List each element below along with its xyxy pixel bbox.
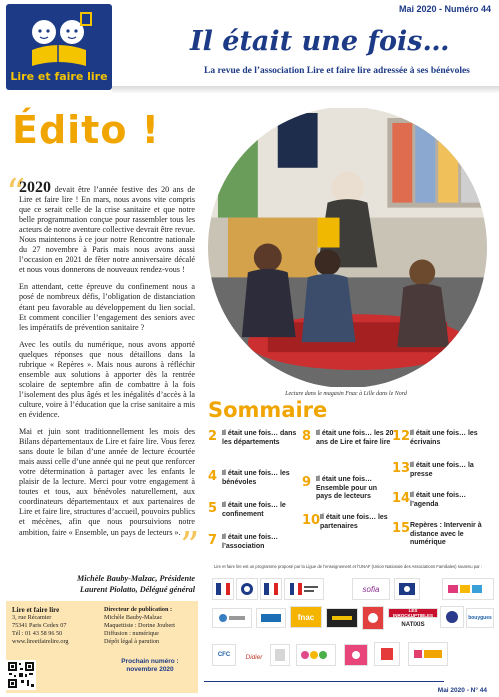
toc-page-number: 12: [392, 429, 411, 444]
sommaire-title: Sommaire: [208, 398, 328, 422]
toc-page-number: 2: [208, 429, 218, 444]
reading-scene-illustration: [208, 107, 487, 388]
toc-item[interactable]: [208, 470, 300, 487]
footer-issue-label: Mai 2020 - N° 44: [437, 687, 487, 694]
toc-page-number: 7: [208, 533, 218, 548]
next-issue-date: novembre 2020: [126, 666, 174, 673]
table-of-contents: [208, 430, 492, 562]
toc-label: Il était une fois… la presse: [410, 462, 474, 478]
next-issue: [104, 658, 196, 674]
toc-label: Il était une fois… Ensemble pour un pays de lecteurs: [316, 476, 378, 500]
logo-text: Lire et faire lire: [10, 70, 108, 83]
association-contact: [12, 606, 92, 646]
partner-logo: [344, 644, 368, 666]
inrockuptibles-logo: LES INROCKUPTIBLES: [388, 608, 438, 618]
qr-code-icon[interactable]: [6, 660, 36, 690]
footer-rule: [204, 681, 444, 682]
toc-label: Il était une fois… le confinement: [222, 502, 286, 518]
bouygues-logo: bouygues: [466, 608, 494, 628]
toc-item[interactable]: [208, 502, 300, 519]
page-header: [0, 0, 499, 92]
signature-delegate: Laurent Piolatto, Délégué général: [79, 585, 195, 594]
edito-paragraph: Mai et juin sont traditionnellement les mois des Bilans départementaux de Lire et faire lire. Vous ferez sans doute le bilan d’une année de lecture écourtée mais aussi celle d’une année qui ne peut que renforcer votre détermination à partager avec les enfants le plaisir de la lecture. Merci pour votre engagement à toutes et tous, aux bénévoles naturellement, aux coordinateurs départementaux et aux partenaires de Lire et faire lire, structures d’accueil, pouvoirs publics et mécènes, afin que nous poursuivions notre ambition, faire « Ensemble, un pays de lecteurs ».: [19, 427, 195, 537]
toc-page-number: 10: [302, 513, 321, 528]
toc-item[interactable]: [208, 430, 300, 447]
partner-logo: [394, 578, 420, 600]
partner-logo: [256, 608, 286, 628]
partner-logo: [374, 642, 400, 666]
cfc-logo: CFC: [212, 644, 236, 666]
toc-page-number: 4: [208, 469, 218, 484]
toc-item[interactable]: [302, 476, 394, 502]
partner-logo: [296, 644, 336, 666]
didier-logo: Didier: [245, 653, 263, 661]
toc-page-number: 9: [302, 475, 312, 490]
toc-item[interactable]: [392, 492, 490, 509]
toc-label: Il était une fois… les 20 ans de Lire et faire lire: [316, 430, 394, 446]
toc-page-number: 8: [302, 429, 312, 444]
issue-label: Mai 2020 - Numéro 44: [398, 4, 491, 14]
toc-item[interactable]: [392, 462, 490, 479]
toc-label: Il était une fois… l’association: [222, 534, 279, 550]
toc-item[interactable]: [392, 430, 490, 447]
partner-logo: [326, 608, 358, 628]
assoc-address-2: 75341 Paris Cedex 07: [12, 622, 67, 629]
pub-depot: Dépôt légal à parution: [104, 638, 160, 645]
toc-label: Il était une fois… l’agenda: [410, 492, 467, 508]
publication-credits: [104, 606, 196, 646]
toc-item[interactable]: [392, 522, 490, 548]
edito-signature: [19, 573, 195, 595]
fnac-logo: fnac: [290, 606, 322, 628]
partners-intro: Lire et faire lire est un programme proposé par la Ligue de l’enseignement et l’UNAF (Union Nationale des Associations Familiales) soutenu par :: [214, 564, 483, 569]
toc-item[interactable]: [208, 534, 300, 551]
natixis-logo: NATIXIS: [401, 622, 425, 628]
toc-page-number: 15: [392, 521, 411, 536]
pub-layout: Maquettiste : Dorine Joubert: [104, 622, 175, 629]
edito-paragraph: Avec les outils du numérique, nous avons apporté quelques réponses que nous détaillons dans la rubrique « Repères ». Mais nous aurons à réfléchir ensemble aux solutions à apporter dès la rentrée scolaire de septembre afin de combattre à la fois l’isolement des plus âgés et les inégalités d’accès à la culture, voire à l’éducation que la crise sanitaire a mis en évidence.: [19, 339, 195, 419]
edito-body: [19, 179, 195, 545]
toc-label: Il était une fois… les partenaires: [320, 514, 388, 530]
header-page-curl: [112, 86, 499, 94]
partner-logo: [270, 644, 290, 666]
assoc-name: Lire et faire lire: [12, 606, 60, 614]
toc-item[interactable]: [302, 514, 392, 531]
partner-logo: [362, 606, 384, 630]
partner-logos: [212, 578, 494, 674]
partner-logo: [408, 642, 448, 666]
sofia-logo: sofia: [352, 578, 390, 600]
close-quote-icon: ”: [180, 524, 200, 568]
edito-paragraph: En attendant, cette épreuve du confinement nous a posé de nombreux défis, l’obligation de distanciation étant peu favorable au développement du lien social. Et comment concilier l’engagement des seniors avec les impératifs de prévention sanitaire ?: [19, 282, 195, 332]
toc-label: Il était une fois… dans les départements: [222, 430, 297, 446]
partner-logo: [440, 606, 464, 628]
toc-item[interactable]: [302, 430, 394, 447]
toc-label: Il était une fois… les bénévoles: [222, 470, 290, 486]
toc-label: Il était une fois… les écrivains: [410, 430, 478, 446]
ministry-logo: [212, 578, 234, 600]
toc-page-number: 5: [208, 501, 218, 516]
ministry-logo: [236, 578, 258, 600]
photo-caption: Lecture dans le magasin Fnac à Lille dans le Nord: [285, 391, 407, 397]
edito-lead-number: 2020: [19, 179, 51, 196]
assoc-website[interactable]: www.lireetfairelire.org: [12, 638, 69, 645]
toc-label: Repères : Intervenir à distance avec le numérique: [410, 522, 482, 546]
partner-logo: [212, 608, 252, 628]
assoc-phone: Tél : 01 43 58 96 50: [12, 630, 63, 637]
reading-children-icon: [14, 10, 104, 70]
toc-page-number: 14: [392, 491, 411, 506]
association-logo: [6, 4, 112, 90]
edito-paragraph-text: devait être l’année festive des 20 ans de Lire et faire lire ! En mars, nous avons vite compris que ce serait celle de la crise sanitaire et que notre belle programmation conçue pour rassembler tous les acteurs de notre aventure collective devrait être revue. Nous maintenons à ce jour notre Rencontre nationale du 27 novembre à Paris mais nous avons aussi l’occasion en 2021 de fêter notre anniversaire décalé et nous vous donnerons de nouveaux rendez-vous !: [19, 185, 195, 275]
ministry-logo: [260, 578, 282, 600]
pub-director: Michèle Bauby-Malzac: [104, 614, 163, 621]
toc-page-number: 13: [392, 461, 411, 476]
reading-photo: [208, 107, 487, 388]
edito-title: Édito !: [12, 108, 161, 152]
next-issue-label: Prochain numéro :: [121, 658, 179, 665]
partner-logo: [442, 578, 494, 600]
magazine-title: Il était une fois…: [190, 26, 450, 57]
pub-head: Directeur de publication :: [104, 606, 173, 613]
assoc-address-1: 3, rue Récamier: [12, 614, 52, 621]
open-quote-icon: “: [6, 171, 26, 215]
pub-diffusion: Diffusion : numérique: [104, 630, 159, 637]
edito-paragraph: [19, 179, 195, 275]
ministry-logo: [284, 578, 324, 600]
magazine-subtitle: La revue de l’association Lire et faire lire adressée à ses bénévoles: [204, 66, 470, 76]
signature-president: Michèle Bauby-Malzac, Présidente: [76, 574, 195, 583]
